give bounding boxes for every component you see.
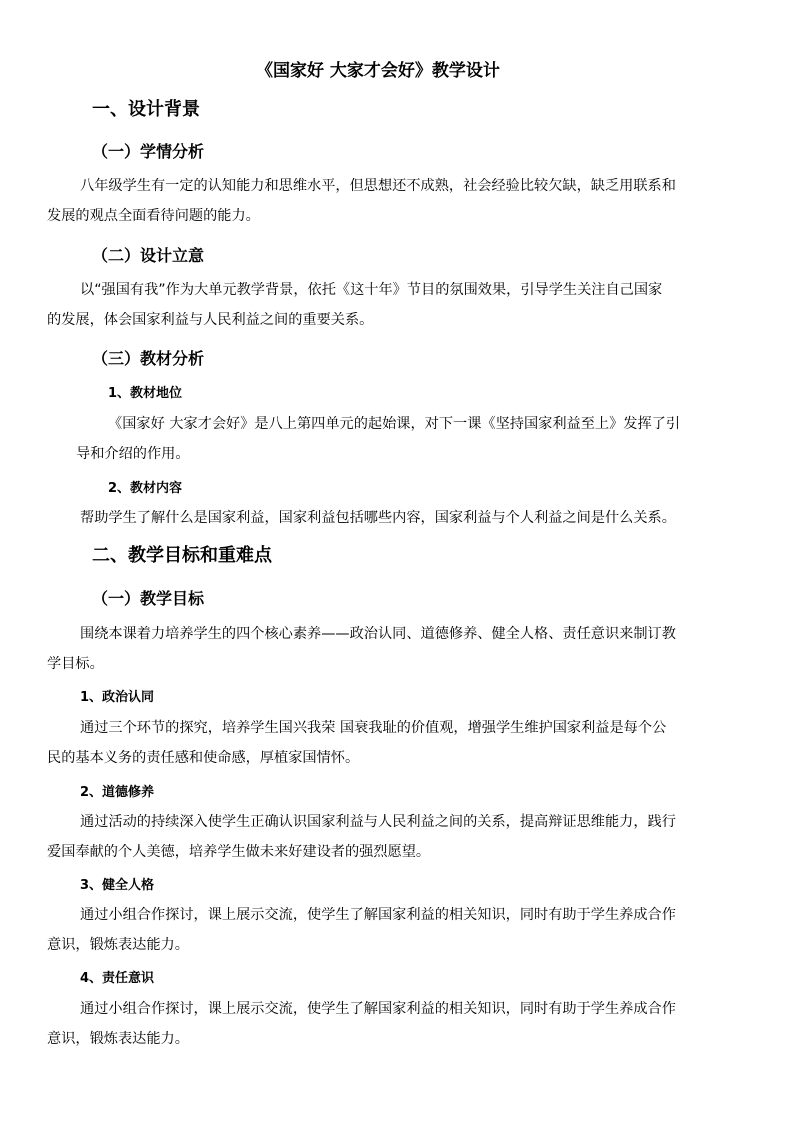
paragraph-line: 通过三个环节的探究，培养学生国兴我荣 国衰我耻的价值观，增强学生维护国家利益是每个公 (80, 720, 667, 736)
paragraph-line: 的发展，体会国家利益与人民利益之间的重要关系。 (47, 312, 374, 328)
item-heading: 2、道德修养 (80, 785, 155, 800)
section-1-heading: 一、设计背景 (92, 99, 200, 120)
paragraph-line: 意识，锻炼表达能力。 (47, 1031, 189, 1047)
paragraph-line: 围绕本课着力培养学生的四个核心素养——政治认同、道德修养、健全人格、责任意识来制订教 (80, 626, 676, 642)
item-heading: 3、健全人格 (80, 878, 155, 893)
item-heading: 1、政治认同 (80, 690, 155, 705)
paragraph-line: 八年级学生有一定的认知能力和思维水平，但思想还不成熟，社会经验比较欠缺，缺乏用联系和 (80, 178, 676, 194)
paragraph-line: 民的基本义务的责任感和使命感，厚植家国情怀。 (47, 750, 360, 766)
paragraph-line: 爱国奉献的个人美德，培养学生做未来好建设者的强烈愿望。 (47, 844, 431, 860)
paragraph-line: 《国家好 大家才会好》是八上第四单元的起始课，对下一课《坚持国家利益至上》发挥了引 (108, 416, 681, 432)
section-1-3-heading: （三）教材分析 (92, 349, 205, 368)
document-title: 《国家好 大家才会好》教学设计 (256, 61, 500, 81)
section-1-2-heading: （二）设计立意 (92, 246, 205, 265)
paragraph-line: 通过活动的持续深入使学生正确认识国家利益与人民利益之间的关系，提高辩证思维能力，践行 (80, 814, 676, 830)
paragraph-line: 发展的观点全面看待问题的能力。 (47, 208, 260, 224)
paragraph-line: 学目标。 (47, 656, 104, 672)
section-2-1-heading: （一）教学目标 (92, 589, 205, 608)
paragraph-line: 意识，锻炼表达能力。 (47, 937, 189, 953)
paragraph-line: 导和介绍的作用。 (76, 446, 190, 462)
section-1-1-heading: （一）学情分析 (92, 142, 205, 161)
paragraph-line: 通过小组合作探讨，课上展示交流，使学生了解国家利益的相关知识，同时有助于学生养成合作 (80, 907, 676, 923)
paragraph-line: 以“强国有我”作为大单元教学背景，依托《这十年》节目的氛围效果，引导学生关注自己国家 (80, 282, 663, 298)
item-heading: 1、教材地位 (108, 386, 183, 401)
paragraph-line: 帮助学生了解什么是国家利益，国家利益包括哪些内容，国家利益与个人利益之间是什么关系。 (80, 510, 676, 526)
item-heading: 4、责任意识 (80, 971, 155, 986)
paragraph-line: 通过小组合作探讨，课上展示交流，使学生了解国家利益的相关知识，同时有助于学生养成合作 (80, 1001, 676, 1017)
section-2-heading: 二、教学目标和重难点 (92, 545, 272, 566)
item-heading: 2、教材内容 (108, 481, 183, 496)
